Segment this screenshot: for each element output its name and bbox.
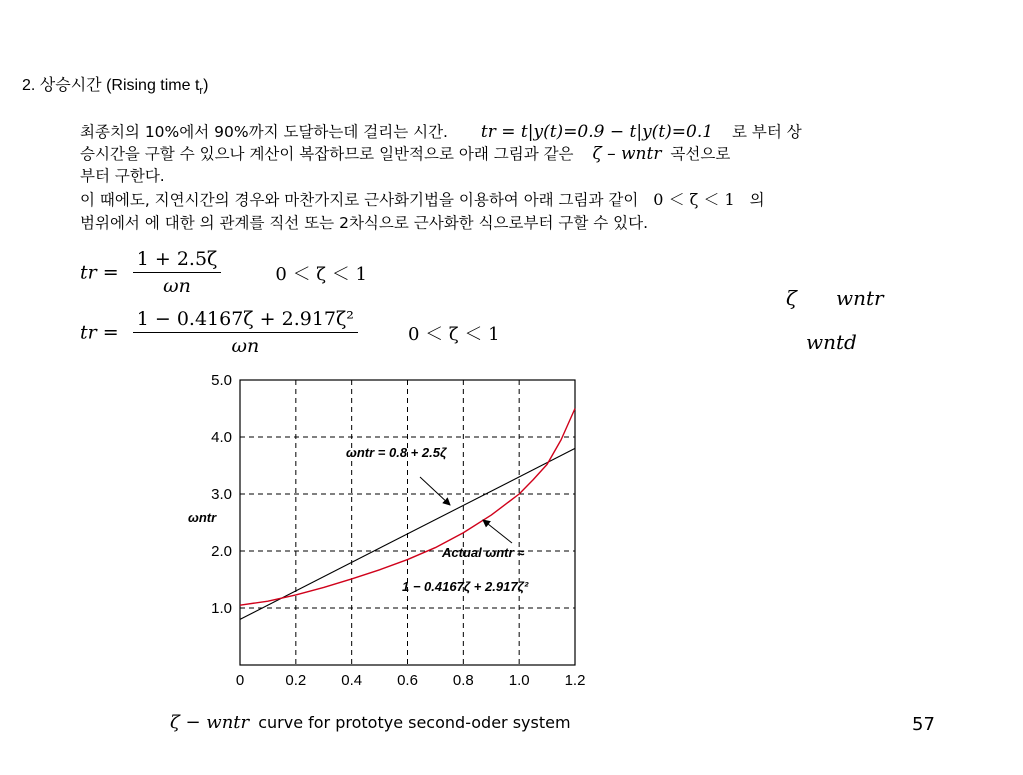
page-number: 57: [912, 714, 935, 735]
y-tick-label: 1.0: [211, 600, 232, 617]
para-text-1-end: 로 부터 상: [732, 123, 802, 141]
para-text-4-end: 의: [749, 191, 765, 209]
formula1-numerator: 1 + 2.5ζ: [133, 248, 222, 273]
arrow-to-actual: [483, 520, 512, 543]
section-title-subscript: r: [199, 85, 204, 98]
x-tick-label: 1.2: [564, 672, 586, 689]
x-tick-label: 0: [235, 672, 245, 689]
formula2-fraction: [133, 308, 358, 357]
figure-caption: [170, 712, 571, 733]
para-text-1: 최종치의 10%에서 90%까지 도달하는데 걸리는 시간.: [80, 123, 448, 141]
formula2-condition: 0 ＜ ζ ＜ 1: [407, 323, 500, 345]
x-tick-label: 0.4: [341, 672, 363, 689]
x-tick-label: 1.0: [508, 672, 530, 689]
para-text-4: 이 때에도, 지연시간의 경우와 마찬가지로 근사화기법을 이용하여 아래 그림과 같이: [80, 191, 639, 209]
chart-ticks: [211, 372, 585, 689]
caption-text: curve for prototye second-oder system: [258, 713, 571, 732]
y-axis-label: ωntr: [188, 510, 217, 525]
section-heading: [22, 72, 208, 97]
rise-time-chart: [170, 365, 600, 695]
side-zeta: ζ: [786, 286, 797, 310]
paragraph-line-1: [80, 122, 802, 142]
paragraph-line-4: [80, 190, 765, 210]
formula1-lhs: tr =: [80, 261, 119, 284]
paragraph-line-3: [80, 166, 165, 186]
section-title: 상승시간 (Rising time t: [39, 77, 200, 94]
y-tick-label: 5.0: [211, 372, 232, 389]
annotation-actual: Actual ωntr ≈: [442, 545, 525, 560]
annotation-linear: ωntr = 0.8 + 2.5ζ: [346, 445, 447, 460]
para-text-5: 범위에서 에 대한 의 관계를 직선 또는 2차식으로 근사화한 식으로부터 구할 수 있다.: [80, 214, 649, 232]
x-tick-label: 0.2: [285, 672, 307, 689]
formula2-lhs: tr =: [80, 321, 119, 344]
zeta-range-inline: 0 ＜ ζ ＜ 1: [653, 190, 735, 209]
plot-frame: [240, 380, 575, 665]
paragraph-line-5: [80, 213, 648, 233]
rise-time-definition: tr = t|y(t)=0.9 − t|y(t)=0.1: [480, 122, 714, 142]
formula2-denominator: ωn: [231, 335, 260, 357]
side-wntd: wntd: [806, 330, 857, 354]
paragraph-line-2: [80, 144, 730, 164]
y-tick-label: 4.0: [211, 429, 232, 446]
section-title-close: ): [203, 77, 209, 94]
section-number: 2.: [22, 77, 36, 94]
formula-linear: [80, 248, 367, 297]
formula2-numerator: 1 − 0.4167ζ + 2.917ζ²: [133, 308, 358, 333]
x-tick-label: 0.6: [397, 672, 418, 689]
y-tick-label: 2.0: [211, 543, 232, 560]
caption-math: ζ − wntr: [170, 712, 250, 733]
para-text-2: 승시간을 구할 수 있으나 계산이 복잡하므로 일반적으로 아래 그림과 같은: [80, 145, 574, 163]
formula-quadratic: [80, 308, 500, 357]
annotation-quadratic: 1 − 0.4167ζ + 2.917ζ²: [402, 579, 529, 594]
formula1-denominator: ωn: [163, 275, 191, 297]
y-tick-label: 3.0: [211, 486, 232, 503]
para-text-2-end: 곡선으로: [670, 145, 731, 163]
formula1-condition: 0 ＜ ζ ＜ 1: [275, 263, 367, 285]
formula1-fraction: [133, 248, 222, 297]
para-text-3: 부터 구한다.: [80, 167, 165, 185]
arrow-to-linear: [420, 477, 450, 505]
side-wntr: wntr: [836, 286, 884, 310]
zeta-wntr-inline: ζ – wntr: [592, 144, 662, 164]
x-tick-label: 0.8: [452, 672, 474, 689]
chart-grid: [240, 380, 575, 665]
